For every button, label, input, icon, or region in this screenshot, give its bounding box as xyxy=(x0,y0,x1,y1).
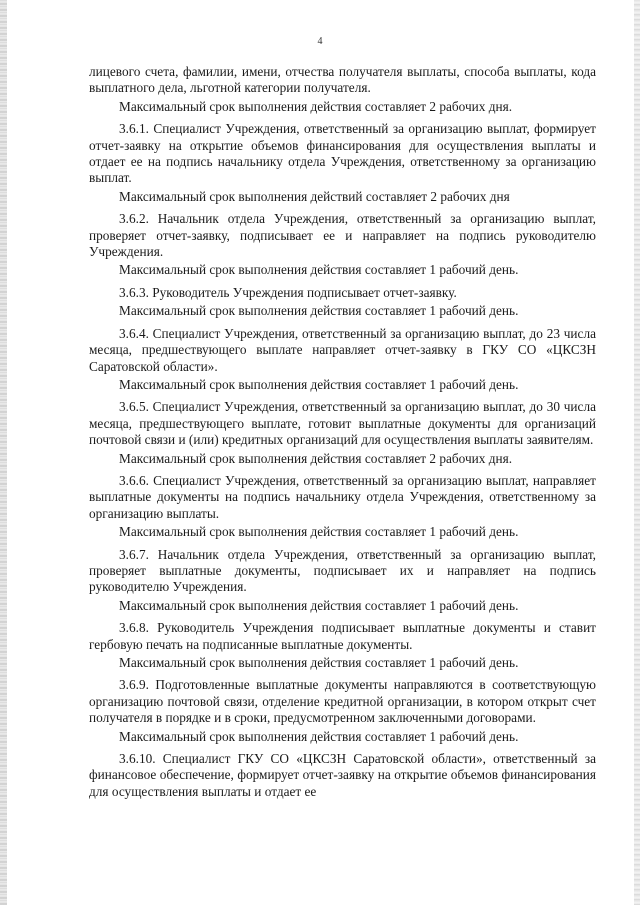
paragraph: Максимальный срок выполнения действия составляет 1 рабочий день. xyxy=(119,262,519,278)
paragraph: Максимальный срок выполнения действия составляет 1 рабочий день. xyxy=(119,728,519,744)
scan-edge-left xyxy=(0,0,7,905)
paragraph: 3.6.10. Специалист ГКУ СО «ЦКСЗН Саратовской области», ответственный за финансовое обеспечение, формирует отчет-заявку на открытие объемов финансирования для осуществления выплаты и отдает ее xyxy=(89,751,596,799)
paragraph: Максимальный срок выполнения действия составляет 1 рабочий день. xyxy=(119,524,519,540)
paragraph: лицевого счета, фамилии, имени, отчества получателя выплаты, способа выплаты, кода выплатного дела, льготной категории получателя. xyxy=(89,64,596,96)
paragraph: 3.6.7. Начальник отдела Учреждения, ответственный за организацию выплат, проверяет выплатные документы, подписывает их и направляет на подпись руководителю Учреждения. xyxy=(89,546,596,595)
paragraph: Максимальный срок выполнения действия составляет 1 рабочий день. xyxy=(119,597,519,613)
scan-edge-right xyxy=(634,0,640,905)
paragraph: Максимальный срок выполнения действия составляет 1 рабочий день. xyxy=(119,376,519,392)
paragraph: Максимальный срок выполнения действий составляет 2 рабочих дня xyxy=(119,188,510,204)
paragraph: 3.6.5. Специалист Учреждения, ответственный за организацию выплат, до 30 числа месяца, предшествующего выплате, готовит выплатные документы для организаций почтовой связи и (или) кредитных организаций для осуществления выплаты заявителям. xyxy=(89,399,596,448)
paragraph: 3.6.6. Специалист Учреждения, ответственный за организацию выплат, направляет выплатные документы на подпись начальнику отдела Учреждения, ответственному за организацию выплаты. xyxy=(89,472,596,521)
paragraph: Максимальный срок выполнения действия составляет 2 рабочих дня. xyxy=(119,98,513,114)
paragraph: Максимальный срок выполнения действия составляет 1 рабочий день. xyxy=(119,303,519,319)
paragraph: 3.6.3. Руководитель Учреждения подписывает отчет-заявку. xyxy=(119,284,457,300)
paragraph: Максимальный срок выполнения действия составляет 2 рабочих дня. xyxy=(119,450,513,466)
paragraph: Максимальный срок выполнения действия составляет 1 рабочий день. xyxy=(119,655,519,670)
paragraph: 3.6.1. Специалист Учреждения, ответственный за организацию выплат, формирует отчет-заявку на открытие объемов финансирования для осуществления выплаты и отдает ее на подпись начальнику отдела Учреждения, ответственному за организацию выплат. xyxy=(89,121,596,186)
paragraph: 3.6.8. Руководитель Учреждения подписывает выплатные документы и ставит гербовую печать на подписанные выплатные документы. xyxy=(89,620,596,652)
paragraph: 3.6.4. Специалист Учреждения, ответственный за организацию выплат, до 23 числа месяца, предшествующего выплате направляет отчет-заявку в ГКУ СО «ЦКСЗН Саратовской области». xyxy=(89,325,596,374)
page-number: 4 xyxy=(317,36,323,47)
paragraph: 3.6.2. Начальник отдела Учреждения, ответственный за организацию выплат, проверяет отчет-заявку, подписывает ее и направляет на подпись руководителю Учреждения. xyxy=(89,211,596,260)
paragraph: 3.6.9. Подготовленные выплатные документы направляются в соответствующую организацию почтовой связи, отделение кредитной организации, в котором открыт счет получателя в порядке и в сроки, предусмотренном заключенными договорами. xyxy=(89,677,596,726)
document-body xyxy=(89,64,596,800)
